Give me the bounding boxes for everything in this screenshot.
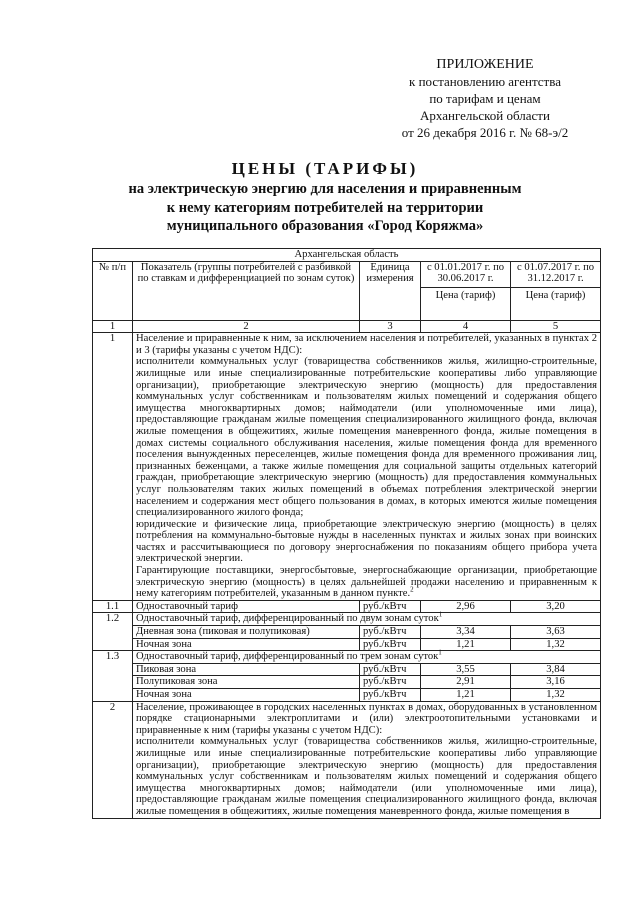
appendix-line: от 26 декабря 2016 г. № 68-э/2	[401, 125, 569, 140]
section-paragraph: исполнители коммунальных услуг (товарищества собственников жилья, жилищно-строительные, жилищные или иные специализированные потребительские кооперативы либо управляющие организации), приобретающие электрическую энергию (мощность) для предоставления коммунальных услуг собственникам и пользователям жилых помещений и содержания общего имущества многоквартирных домов; наймодатели (или уполномоченные ими лица), предоставляющие гражданам жилые помещения специализированного жилищного фонда, включая жилые помещения в общежитиях, жилые помещения маневренного фонда, жилые помещения в домах системы социального обслуживания населения, жилые помещения фонда для временного поселения вынужденных переселенцев, жилые помещения фонда для временного проживания лиц, признанных беженцами, а также жилые помещения для социальной защиты отдельных категорий граждан, приобретающие электрическую энергию (мощность) для предоставления коммунальных услуг пользователям таких жилых помещений в объемах потребления электрической энергии населением и содержания мест общего пользования в домах, в которых имеются жилые помещения специализированного жилого фонда;	[136, 356, 598, 519]
row-value-2: 3,16	[511, 676, 601, 689]
row-label: Ночная зона	[133, 638, 360, 651]
header-period-1	[421, 261, 511, 320]
row-value-1: 1,21	[421, 689, 511, 702]
heading-line: на электрическую энергию для населения и приравненным	[128, 181, 522, 197]
row-unit: руб./кВтч	[360, 626, 421, 639]
header-unit: Единица измерения	[360, 261, 421, 320]
row-num: 1.2	[93, 613, 133, 651]
row-unit: руб./кВтч	[360, 600, 421, 613]
row-value-2: 1,32	[511, 689, 601, 702]
section-1-description	[133, 333, 601, 601]
row-value-2: 3,20	[511, 600, 601, 613]
row-value-2: 3,63	[511, 626, 601, 639]
row-label: Полупиковая зона	[133, 676, 360, 689]
document-heading	[90, 158, 560, 236]
column-number-row	[93, 320, 601, 333]
appendix-title: ПРИЛОЖЕНИЕ	[436, 57, 534, 72]
header-indicator: Показатель (группы потребителей с разбивкой по ставкам и дифференциацией по зонам суток)	[133, 261, 360, 320]
section-paragraph: исполнители коммунальных услуг (товарищества собственников жилья, жилищно-строительные, жилищные или иные специализированные потребительские кооперативы либо управляющие организации), приобретающие электрическую энергию (мощность) для предоставления коммунальных услуг собственникам и пользователям жилых помещений и содержания общего имущества многоквартирных домов; наймодатели (или уполномоченные ими лица), предоставляющие гражданам жилые помещения специализированного жилищного фонда, включая жилые помещения в общежитиях, жилые помещения маневренного фонда, жилые помещения в	[136, 736, 598, 817]
row-unit: руб./кВтч	[360, 689, 421, 702]
col-number: 2	[133, 320, 360, 333]
col-number: 4	[421, 320, 511, 333]
appendix-line: к постановлению агентства	[409, 74, 561, 89]
table-row	[93, 701, 601, 818]
row-value-1: 3,34	[421, 626, 511, 639]
table-row	[93, 663, 601, 676]
appendix-block	[360, 56, 610, 141]
row-value-1: 3,55	[421, 663, 511, 676]
row-label: Одноставочный тариф	[133, 600, 360, 613]
row-label	[133, 648, 601, 664]
row-label-text: Одноставочный тариф, дифференцированный по трем зонам суток	[136, 651, 439, 663]
row-value-2: 1,32	[511, 638, 601, 651]
heading-line: муниципального образования «Город Коряжма»	[166, 218, 484, 234]
period-2-price: Цена (тариф)	[525, 289, 586, 301]
header-period-2	[511, 261, 601, 320]
row-unit: руб./кВтч	[360, 676, 421, 689]
row-value-1: 2,91	[421, 676, 511, 689]
section-2-description	[133, 701, 601, 818]
table-row	[93, 638, 601, 651]
table-row	[93, 249, 601, 262]
section-paragraph: юридические и физические лица, приобретающие электрическую энергию (мощность) в целях потребления на коммунально-бытовые нужды в населенных пунктах и жилых зонах при воинских частях и рассчитывающиеся по договору энергоснабжения по показаниям общего прибора учета электрической энергии.	[136, 518, 598, 565]
row-unit: руб./кВтч	[360, 638, 421, 651]
footnote-mark: 1	[438, 648, 442, 657]
table-row	[93, 626, 601, 639]
col-number: 1	[93, 320, 133, 333]
table-row	[93, 613, 601, 626]
row-num: 2	[93, 701, 133, 818]
table-header-row	[93, 261, 601, 320]
period-1-price: Цена (тариф)	[435, 289, 496, 301]
section-paragraph: Население и приравненные к ним, за исключением населения и потребителей, указанных в пунктах 2 и 3 (тарифы указаны с учетом НДС):	[136, 333, 598, 356]
col-number: 5	[511, 320, 601, 333]
footnote-mark: 2	[410, 585, 414, 594]
row-value-1: 1,21	[421, 638, 511, 651]
appendix-line: по тарифам и ценам	[429, 91, 541, 106]
row-label: Пиковая зона	[133, 663, 360, 676]
section-paragraph	[136, 565, 597, 600]
section-paragraph-text: Гарантирующие поставщики, энергосбытовые, энергоснабжающие организации, приобретающие электрическую энергию (мощность) в целях дальнейшей продажи населению и приравненным к нему категориям потребителей, указанным в данном пункте.	[136, 565, 598, 600]
period-2-dates: с 01.07.2017 г. по 31.12.2017 г.	[511, 262, 600, 288]
heading-title: ЦЕНЫ (ТАРИФЫ)	[231, 159, 419, 178]
appendix-line: Архангельской области	[420, 108, 550, 123]
footnote-mark: 1	[438, 610, 443, 619]
row-label: Ночная зона	[133, 689, 360, 702]
header-num: № п/п	[93, 261, 133, 320]
heading-line: к нему категориям потребителей на территории	[166, 199, 484, 216]
table-row	[93, 689, 601, 702]
row-num: 1	[93, 333, 133, 601]
row-value-2: 3,84	[511, 663, 601, 676]
row-label: Дневная зона (пиковая и полупиковая)	[133, 626, 360, 639]
row-label	[133, 610, 601, 626]
table-row	[93, 600, 601, 613]
row-label-text: Одноставочный тариф, дифференцированный по двум зонам суток	[136, 613, 439, 625]
period-1-dates: с 01.01.2017 г. по 30.06.2017 г.	[421, 262, 510, 288]
row-num: 1.3	[93, 651, 133, 701]
col-number: 3	[360, 320, 421, 333]
table-row	[93, 676, 601, 689]
section-paragraph: Население, проживающее в городских населенных пунктах в домах, оборудованных в установленном порядке стационарными электроплитами и (или) электроотопительными установками и приравненные к ним (тарифы указаны с учетом НДС):	[136, 701, 598, 736]
row-num: 1.1	[93, 600, 133, 613]
region-cell: Архангельская область	[93, 249, 601, 262]
tariff-table	[92, 248, 601, 819]
row-unit: руб./кВтч	[360, 663, 421, 676]
table-row	[93, 333, 601, 601]
row-value-1: 2,96	[421, 600, 511, 613]
table-row	[93, 651, 601, 664]
